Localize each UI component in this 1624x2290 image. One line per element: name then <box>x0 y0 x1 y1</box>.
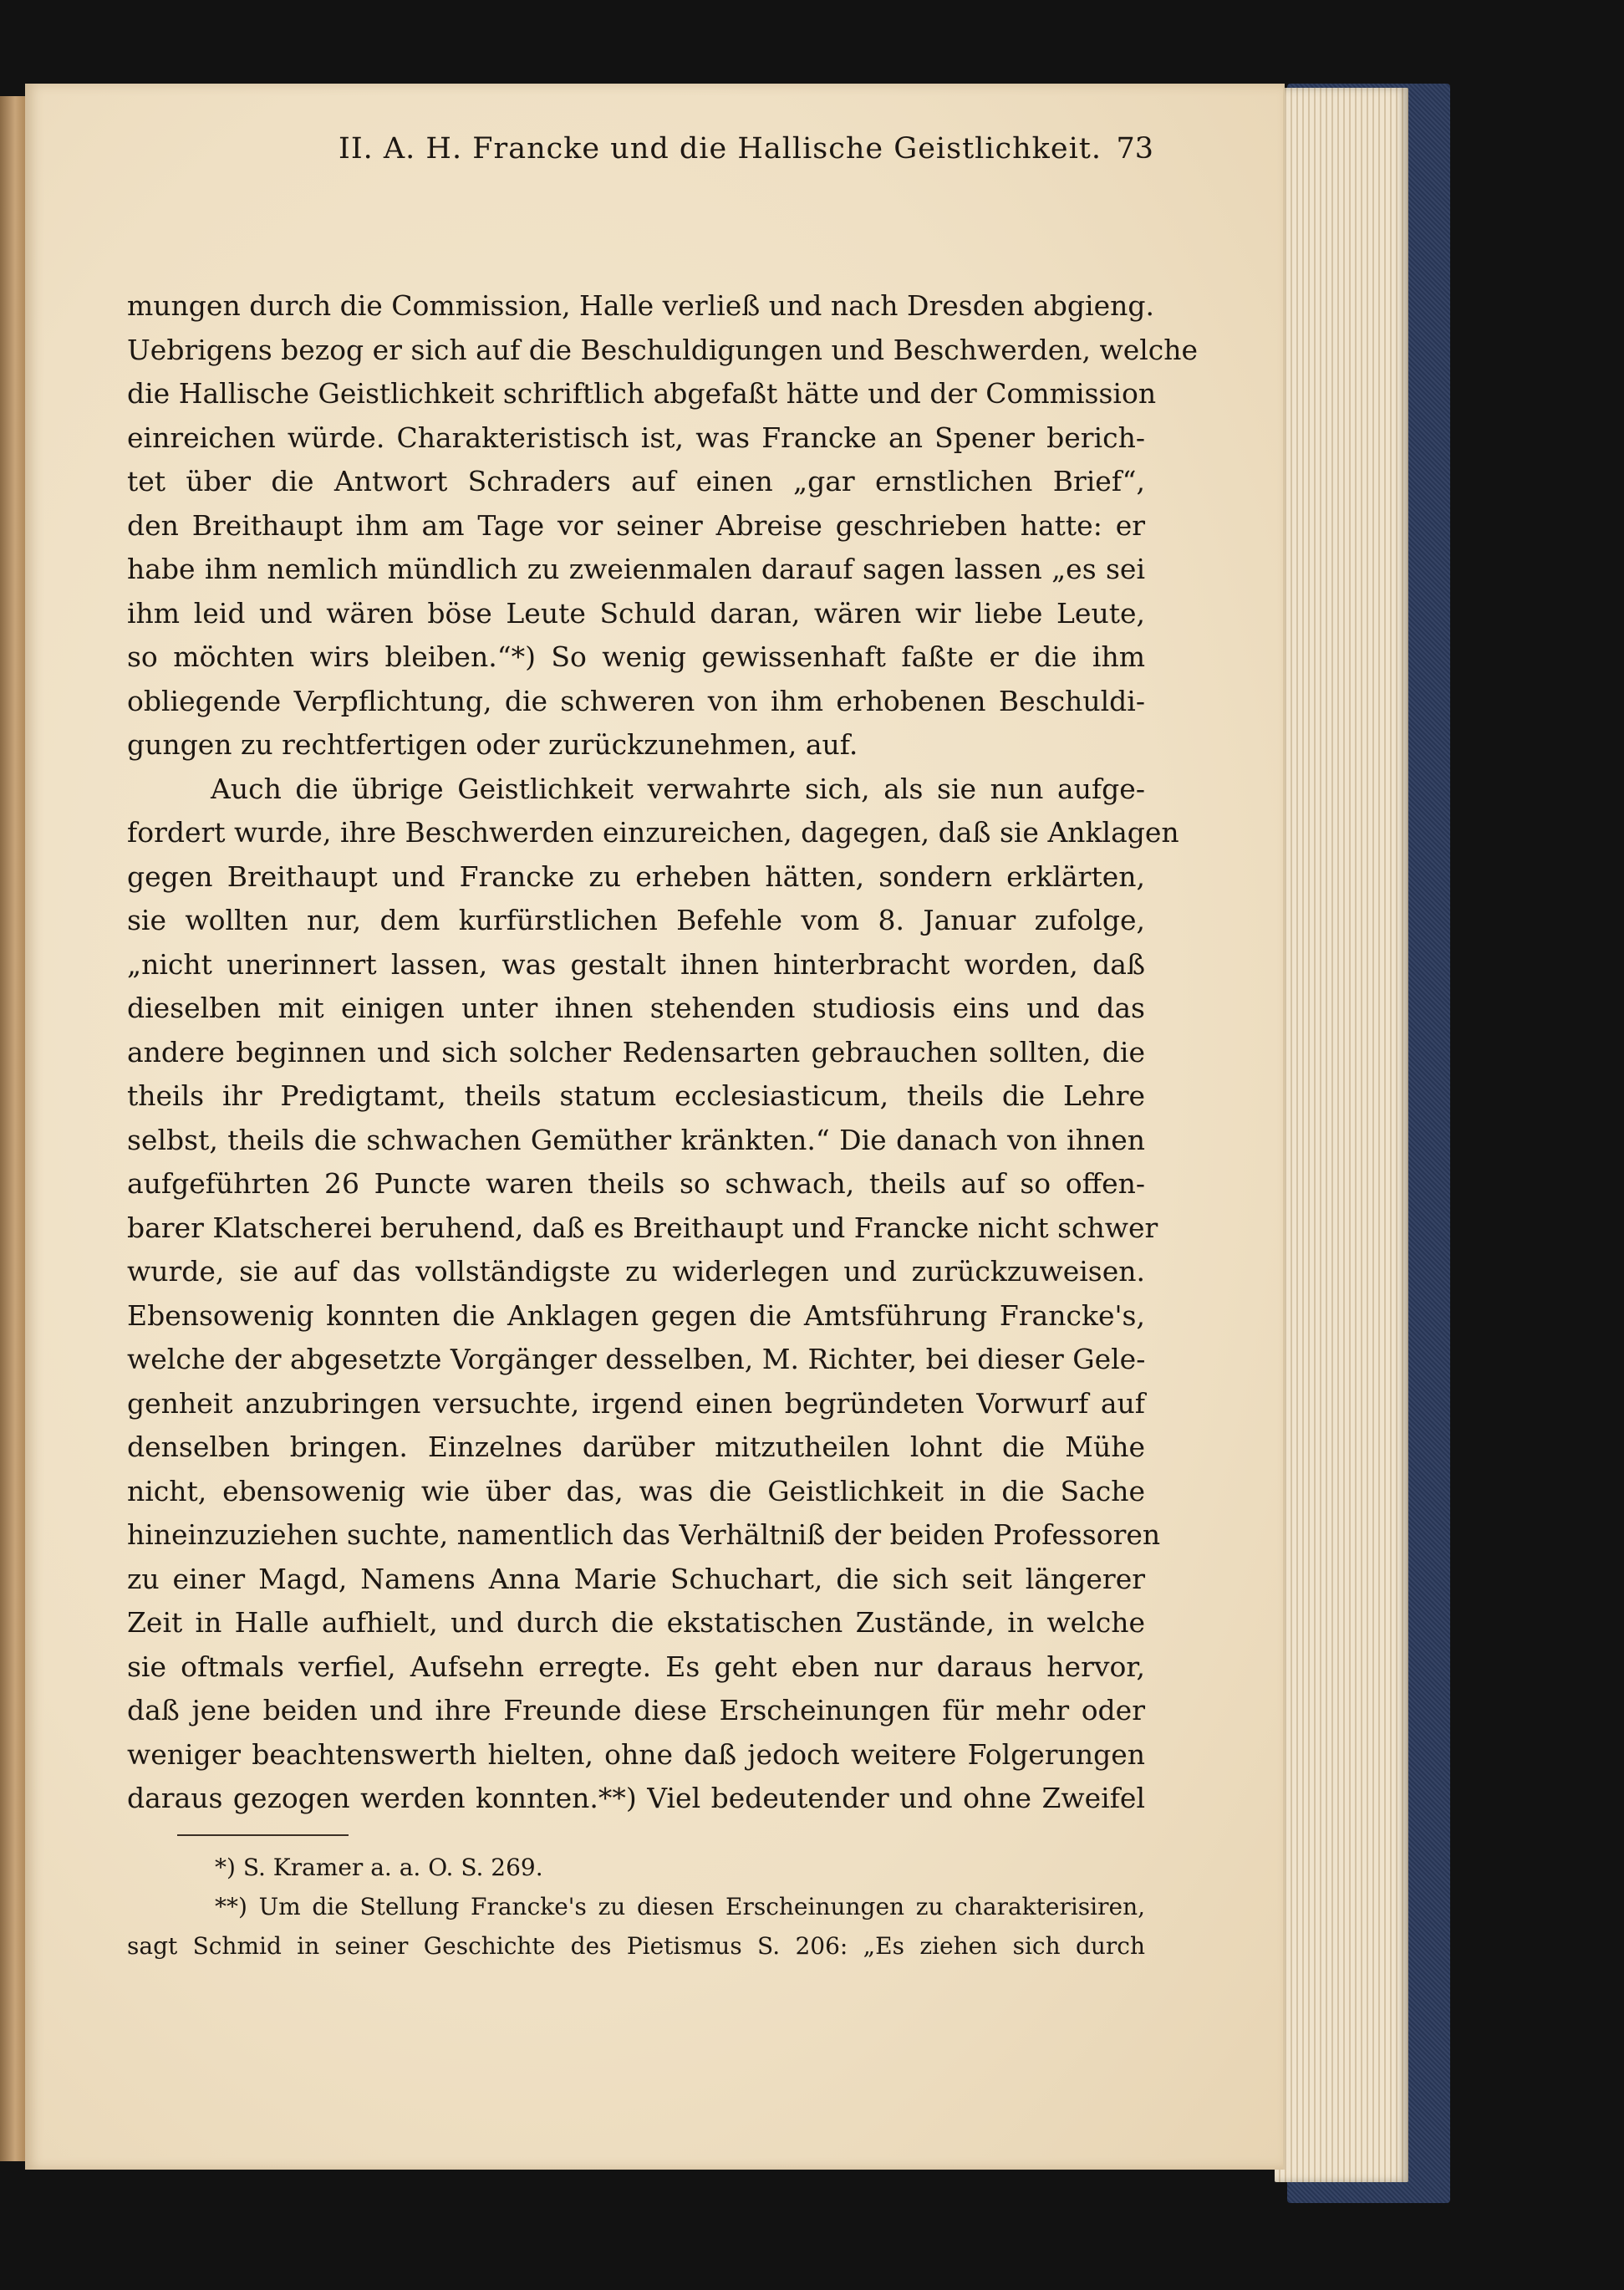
text-line: Zeit in Halle aufhielt, und durch die ekstatischen Zustände, in welche <box>127 1606 1145 1639</box>
facing-page-edge <box>0 96 25 2161</box>
text-line: ihm leid und wären böse Leute Schuld daran, wären wir liebe Leute, <box>127 596 1145 630</box>
text-line: welche der abgesetzte Vorgänger desselben, M. Richter, bei dieser Gele- <box>127 1343 1146 1375</box>
text-line: andere beginnen und sich solcher Redensarten gebrauchen sollten, die <box>127 1035 1145 1068</box>
text-line: zu einer Magd, Namens Anna Marie Schuchart, die sich seit längerer <box>127 1562 1145 1595</box>
running-head <box>117 125 1153 176</box>
text-line: daß jene beiden und ihre Freunde diese Erscheinungen für mehr oder <box>127 1694 1145 1726</box>
text-line: nicht, ebensowenig wie über das, was die Geistlichkeit in die Sache <box>127 1474 1145 1507</box>
text-line: daraus gezogen werden konnten.**) Viel bedeutender und ohne Zweifel <box>127 1782 1145 1814</box>
text-line: den Breithaupt ihm am Tage vor seiner Abreise geschrieben hatte: er <box>127 508 1145 542</box>
text-line: die Hallische Geistlichkeit schriftlich abgefaßt hätte und der Commission <box>127 377 1157 410</box>
text-line: sie oftmals verfiel, Aufsehn erregte. Es geht eben nur daraus hervor, <box>127 1650 1145 1683</box>
page-number: 73 <box>1116 132 1153 166</box>
text-line: fordert wurde, ihre Beschwerden einzureichen, dagegen, daß sie Anklagen <box>127 816 1179 849</box>
text-line: gegen Breithaupt und Francke zu erheben hätten, sondern erklärten, <box>127 859 1145 893</box>
text-line: theils ihr Predigtamt, theils statum ecclesiasticum, theils die Lehre <box>127 1079 1145 1112</box>
footnote-rule <box>177 1834 349 1836</box>
text-line: so möchten wirs bleiben.“*) So wenig gewissenhaft faßte er die ihm <box>127 640 1145 673</box>
text-line: sie wollten nur, dem kurfürstlichen Befehle vom 8. Januar zufolge, <box>127 904 1145 936</box>
text-line: selbst, theils die schwachen Gemüther kränkten.“ Die danach von ihnen <box>127 1123 1145 1156</box>
text-line: habe ihm nemlich mündlich zu zweienmalen darauf sagen lassen „es sei <box>127 553 1145 585</box>
text-line: gungen zu rechtfertigen oder zurückzunehmen, auf. <box>127 728 858 761</box>
text-line: wurde, sie auf das vollständigste zu widerlegen und zurückzuweisen. <box>127 1255 1145 1288</box>
text-line: einreichen würde. Charakteristisch ist, was Francke an Spener berich- <box>127 421 1145 454</box>
text-line: Auch die übrige Geistlichkeit verwahrte sich, als sie nun aufge- <box>211 772 1145 805</box>
text-line: dieselben mit einigen unter ihnen stehenden studiosis eins und das <box>127 992 1145 1024</box>
text-line: tet über die Antwort Schraders auf einen „gar ernstlichen Brief“, <box>127 465 1145 497</box>
text-line: weniger beachtenswerth hielten, ohne daß jedoch weitere Folgerungen <box>127 1737 1145 1771</box>
footnote-line: *) S. Kramer a. a. O. S. 269. <box>215 1854 543 1881</box>
body-text <box>127 284 1199 1821</box>
text-line: hineinzuziehen suchte, namentlich das Verhältniß der beiden Professoren <box>127 1518 1161 1551</box>
text-line: genheit anzubringen versuchte, irgend einen begründeten Vorwurf auf <box>127 1386 1145 1420</box>
footnote-line: sagt Schmid in seiner Geschichte des Pietismus S. 206: „Es ziehen sich durch <box>127 1932 1145 1960</box>
running-head-title: II. A. H. Francke und die Hallische Geistlichkeit. <box>339 132 1102 166</box>
text-line: mungen durch die Commission, Halle verließ und nach Dresden abgieng. <box>127 289 1154 322</box>
text-line: aufgeführten 26 Puncte waren theils so schwach, theils auf so offen- <box>127 1167 1145 1200</box>
text-line: obliegende Verpflichtung, die schweren von ihm erhobenen Beschuldi- <box>127 684 1145 717</box>
page-edges <box>1275 88 1408 2182</box>
text-line: Ebensowenig konnten die Anklagen gegen die Amtsführung Francke's, <box>127 1298 1145 1332</box>
text-line: Uebrigens bezog er sich auf die Beschuldigungen und Beschwerden, welche <box>127 333 1199 366</box>
text-line: barer Klatscherei beruhend, daß es Breithaupt und Francke nicht schwer <box>127 1211 1158 1244</box>
text-line: „nicht unerinnert lassen, was gestalt ihnen hinterbracht worden, daß <box>127 947 1145 981</box>
footnotes <box>127 1848 1145 1966</box>
text-line: denselben bringen. Einzelnes darüber mitzutheilen lohnt die Mühe <box>127 1431 1145 1463</box>
footnote-line: **) Um die Stellung Francke's zu diesen Erscheinungen zu charakterisiren, <box>215 1893 1145 1920</box>
